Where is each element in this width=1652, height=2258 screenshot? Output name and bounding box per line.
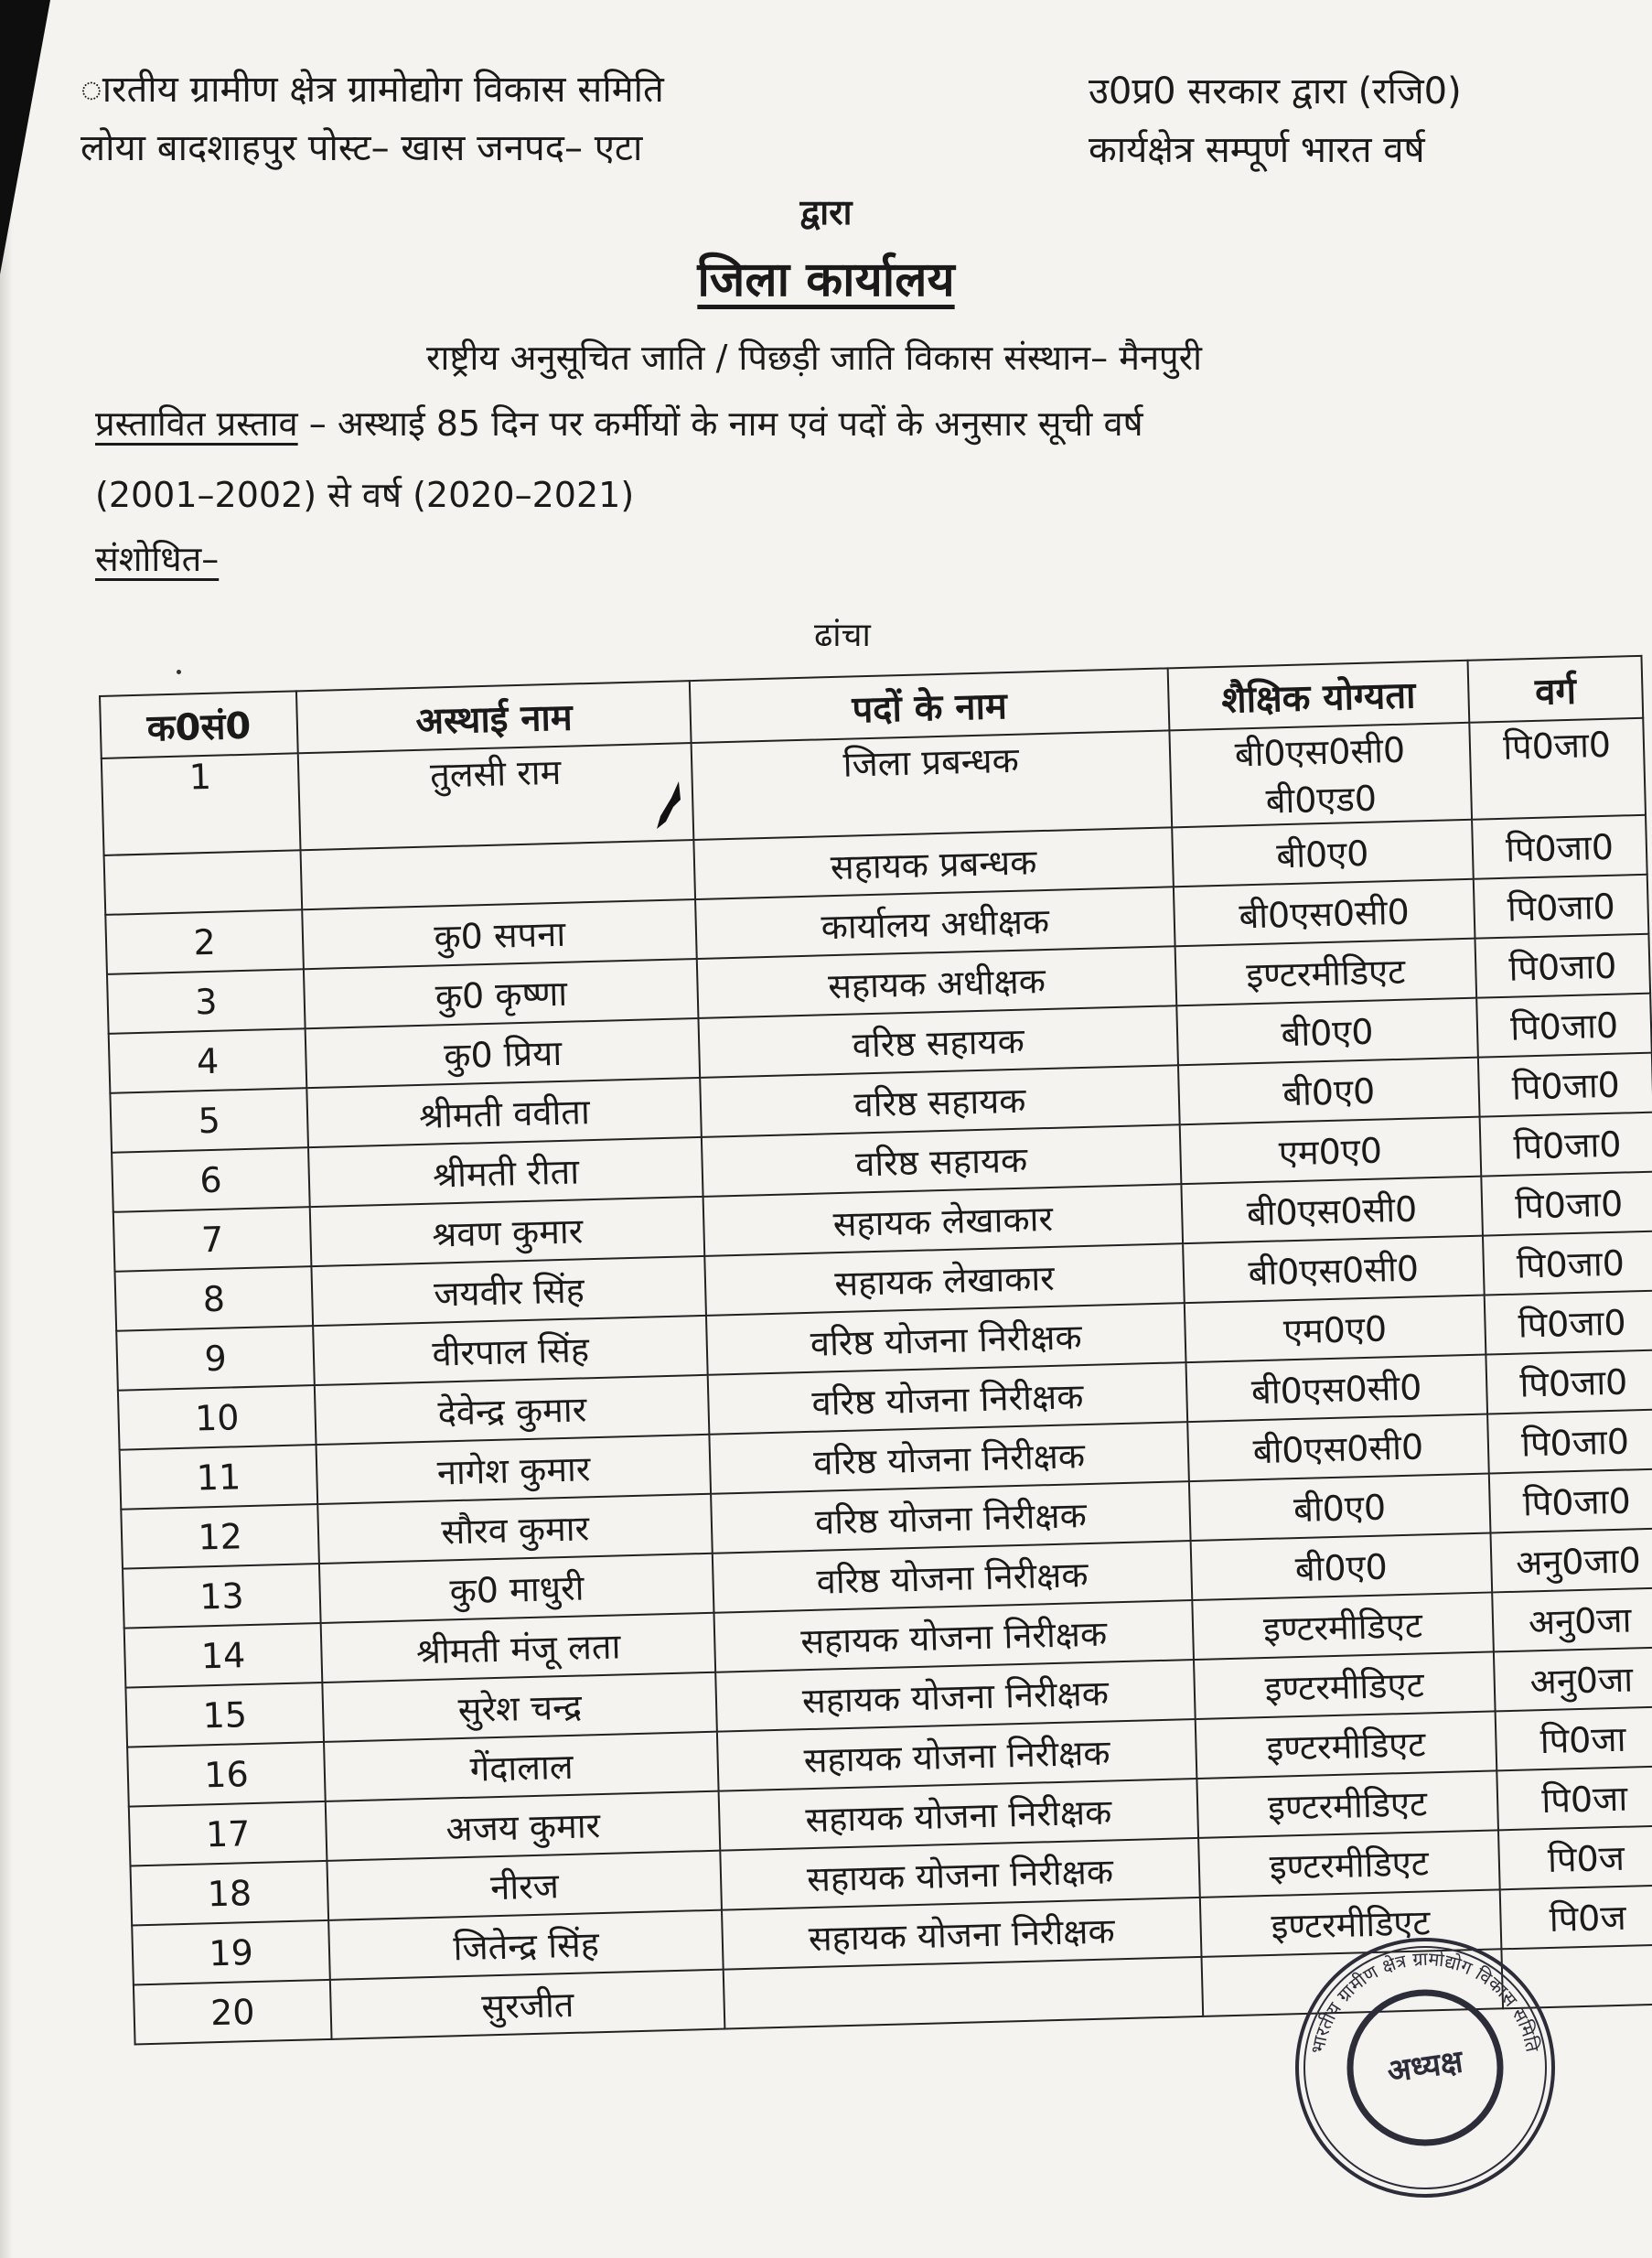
row-name: सुरेश चन्द्र: [322, 1672, 717, 1742]
header-category: वर्ग: [1468, 656, 1643, 723]
row-name: श्रीमती मंजू लता: [321, 1613, 716, 1683]
row-category: पि0जा0: [1486, 1350, 1652, 1414]
header-sno: क0सं0: [100, 691, 298, 758]
row-qualification: इण्टरमीडिएट: [1194, 1651, 1496, 1719]
row-post: सहायक योजना निरीक्षक: [721, 1838, 1200, 1910]
qualification-line: बी0एस0सी0: [1234, 729, 1406, 775]
row-name: श्रीमती रीता: [308, 1137, 703, 1207]
row-category: पि0जा0: [1478, 1053, 1652, 1117]
row-post: वरिष्ठ योजना निरीक्षक: [708, 1362, 1187, 1435]
row-post: वरिष्ठ योजना निरीक्षक: [706, 1303, 1185, 1375]
row-qualification: बी0एस0सी0: [1183, 1236, 1485, 1304]
row-sno: 16: [127, 1742, 326, 1807]
row-post: वरिष्ठ सहायक: [699, 1005, 1178, 1078]
row-name: अजय कुमार: [326, 1791, 721, 1861]
row-qualification: बी0एस0सी0: [1187, 1414, 1489, 1482]
ink-dot: [177, 670, 181, 674]
row-name: जितेन्द्र सिंह: [328, 1910, 724, 1980]
office-title-text: जिला कार्यालय: [697, 253, 955, 307]
row-name: नीरज: [327, 1851, 723, 1920]
row-qualification: इण्टरमीडिएट: [1198, 1830, 1500, 1898]
row-sno: 7: [113, 1207, 312, 1272]
registration-line: उ0प्र0 सरकार द्वारा (रजि0): [1089, 70, 1462, 113]
row-sno: 12: [121, 1504, 319, 1569]
row-category: पि0ज: [1498, 1825, 1652, 1889]
table-body: [102, 718, 1652, 2045]
row-post: वरिष्ठ सहायक: [701, 1065, 1180, 1137]
proposal-label: प्रस्तावित प्रस्ताव: [95, 403, 298, 444]
row-category: पि0जा0: [1489, 1469, 1652, 1533]
row-post: सहायक प्रबन्धक: [694, 827, 1174, 899]
row-category: पि0जा0: [1480, 1113, 1652, 1177]
row-name: तुलसी राम: [298, 743, 694, 850]
row-name: [301, 840, 696, 909]
row-qualification: बी0ए0: [1190, 1532, 1492, 1600]
row-name: सुरजीत: [330, 1970, 725, 2039]
row-sno: 14: [124, 1623, 323, 1688]
row-sno: 10: [118, 1385, 316, 1450]
row-qualification: बी0ए0: [1178, 1058, 1480, 1125]
row-category: पि0जा0: [1474, 875, 1648, 939]
row-name: कु0 कृष्णा: [304, 959, 699, 1028]
row-sno: 11: [120, 1445, 318, 1510]
row-post: सहायक योजना निरीक्षक: [714, 1600, 1194, 1672]
official-seal: [1288, 1930, 1562, 2205]
row-post: [724, 1957, 1203, 2029]
row-category: पि0जा0: [1485, 1291, 1652, 1355]
row-post: सहायक लेखाकार: [703, 1184, 1183, 1256]
row-post: सहायक योजना निरीक्षक: [722, 1898, 1201, 1970]
row-qualification: एम0ए0: [1179, 1117, 1481, 1185]
svg-text:भारतीय ग्रामीण क्षेत्र ग्रामोद: [1306, 1948, 1544, 2056]
row-sno: 6: [112, 1147, 310, 1212]
row-name: कु0 प्रिया: [306, 1018, 701, 1088]
ink-mark: [651, 780, 688, 831]
header-post: पदों के नाम: [690, 668, 1169, 743]
row-name: कु0 माधुरी: [319, 1554, 714, 1623]
row-category: पि0जा0: [1476, 994, 1651, 1058]
row-name: देवेन्द्र कुमार: [315, 1375, 710, 1445]
row-post: वरिष्ठ योजना निरीक्षक: [713, 1541, 1192, 1613]
years-line: (2001–2002) से वर्ष (2020–2021): [95, 475, 635, 515]
row-category: पि0जा: [1496, 1706, 1652, 1770]
row-post: वरिष्ठ योजना निरीक्षक: [710, 1422, 1189, 1494]
row-name: नागेश कुमार: [316, 1435, 712, 1504]
row-qualification: बी0एस0सी0: [1173, 879, 1475, 947]
row-name: गेंदालाल: [324, 1732, 719, 1801]
row-sno: 15: [125, 1683, 324, 1747]
row-sno: [104, 850, 303, 915]
row-name: श्रीमती ववीता: [306, 1078, 702, 1147]
row-sno: 13: [123, 1564, 321, 1629]
row-category: पि0जा0: [1470, 718, 1646, 820]
row-qualification: इण्टरमीडिएट: [1196, 1770, 1498, 1838]
row-sno: 20: [134, 1980, 332, 2045]
row-name: कु0 सपना: [302, 899, 697, 969]
row-sno: 3: [107, 969, 306, 1034]
office-title: [0, 245, 1652, 310]
row-category: पि0जा0: [1482, 1172, 1652, 1236]
row-sno: 2: [105, 909, 304, 974]
row-post: कार्यालय अधीक्षक: [695, 887, 1175, 959]
proposal-line: [95, 399, 1143, 446]
org-name: ारतीय ग्रामीण क्षेत्र ग्रामोद्योग विकास समिति: [80, 69, 664, 111]
by-line: द्वारा: [799, 192, 853, 232]
row-post: सहायक योजना निरीक्षक: [717, 1719, 1196, 1791]
row-qualification: इण्टरमीडिएट: [1199, 1889, 1501, 1957]
row-name: सौरव कुमार: [317, 1494, 713, 1564]
row-qualification: इण्टरमीडिएट: [1195, 1711, 1496, 1779]
row-post: वरिष्ठ योजना निरीक्षक: [711, 1481, 1190, 1554]
scan-edge: [0, 0, 13, 2258]
row-sno: 17: [129, 1801, 327, 1866]
org-address: लोया बादशाहपुर पोस्ट– खास जनपद– एटा: [80, 127, 643, 169]
row-qualification: एम0ए0: [1184, 1296, 1486, 1363]
row-category: अनु0जा: [1492, 1587, 1652, 1651]
row-post: सहायक योजना निरीक्षक: [716, 1660, 1196, 1732]
row-sno: 8: [114, 1266, 313, 1331]
row-qualification: बी0ए0: [1188, 1474, 1490, 1542]
row-post: सहायक अधीक्षक: [697, 946, 1176, 1018]
row-category: पि0जा0: [1487, 1410, 1652, 1474]
row-sno: 5: [110, 1088, 308, 1153]
row-category: पि0जा0: [1483, 1231, 1652, 1296]
row-post: सहायक लेखाकार: [705, 1243, 1185, 1316]
row-sno: 4: [109, 1028, 307, 1093]
row-post: वरिष्ठ सहायक: [702, 1124, 1181, 1197]
row-qualification: बी0एस0सी0: [1185, 1355, 1487, 1423]
seal-ring-text: भारतीय ग्रामीण क्षेत्र ग्रामोद्योग विकास समिति: [1305, 1947, 1544, 2056]
row-qualification: बी0एस0सी0: [1181, 1177, 1483, 1244]
row-qualification: बी0ए0: [1176, 998, 1478, 1066]
row-name: वीरपाल सिंह: [313, 1316, 708, 1385]
seal-center-text: अध्यक्ष: [1385, 2043, 1465, 2091]
row-qualification: [1169, 723, 1472, 828]
structure-label: ढांचा: [814, 617, 871, 654]
institute-line: राष्ट्रीय अनुसूचित जाति / पिछड़ी जाति विकास संस्थान– मैनपुरी: [425, 338, 1203, 378]
row-post: जिला प्रबन्धक: [692, 730, 1172, 840]
row-sno: 18: [131, 1861, 329, 1926]
jurisdiction-line: कार्यक्षेत्र सम्पूर्ण भारत वर्ष: [1089, 129, 1425, 171]
row-category: पि0ज: [1500, 1885, 1652, 1949]
header-qualification: शैक्षिक योग्यता: [1167, 661, 1469, 731]
row-category: पि0जा0: [1472, 815, 1647, 879]
row-category: अनु0जा0: [1491, 1529, 1652, 1593]
qualification-line: बी0एड0: [1265, 778, 1378, 822]
row-qualification: इण्टरमीडिएट: [1192, 1592, 1494, 1660]
staff-table: [99, 655, 1652, 2046]
revised-label: संशोधित–: [95, 539, 220, 579]
row-sno: 19: [132, 1920, 330, 1985]
row-qualification: इण्टरमीडिएट: [1175, 939, 1476, 1006]
header-name: अस्थाई नाम: [296, 681, 692, 753]
row-post: सहायक योजना निरीक्षक: [719, 1779, 1198, 1851]
row-qualification: बी0ए0: [1172, 820, 1474, 887]
row-category: पि0जा0: [1475, 934, 1650, 998]
proposal-text: – अस्थाई 85 दिन पर कर्मीयों के नाम एवं पदों के अनुसार सूची वर्ष: [297, 403, 1143, 444]
row-sno: 1: [102, 753, 301, 855]
row-category: अनु0जा: [1494, 1647, 1652, 1711]
row-category: पि0जा: [1497, 1766, 1652, 1830]
row-name: जयवीर सिंह: [312, 1256, 707, 1326]
row-name: श्रवण कुमार: [310, 1197, 705, 1266]
row-sno: 9: [116, 1326, 315, 1391]
